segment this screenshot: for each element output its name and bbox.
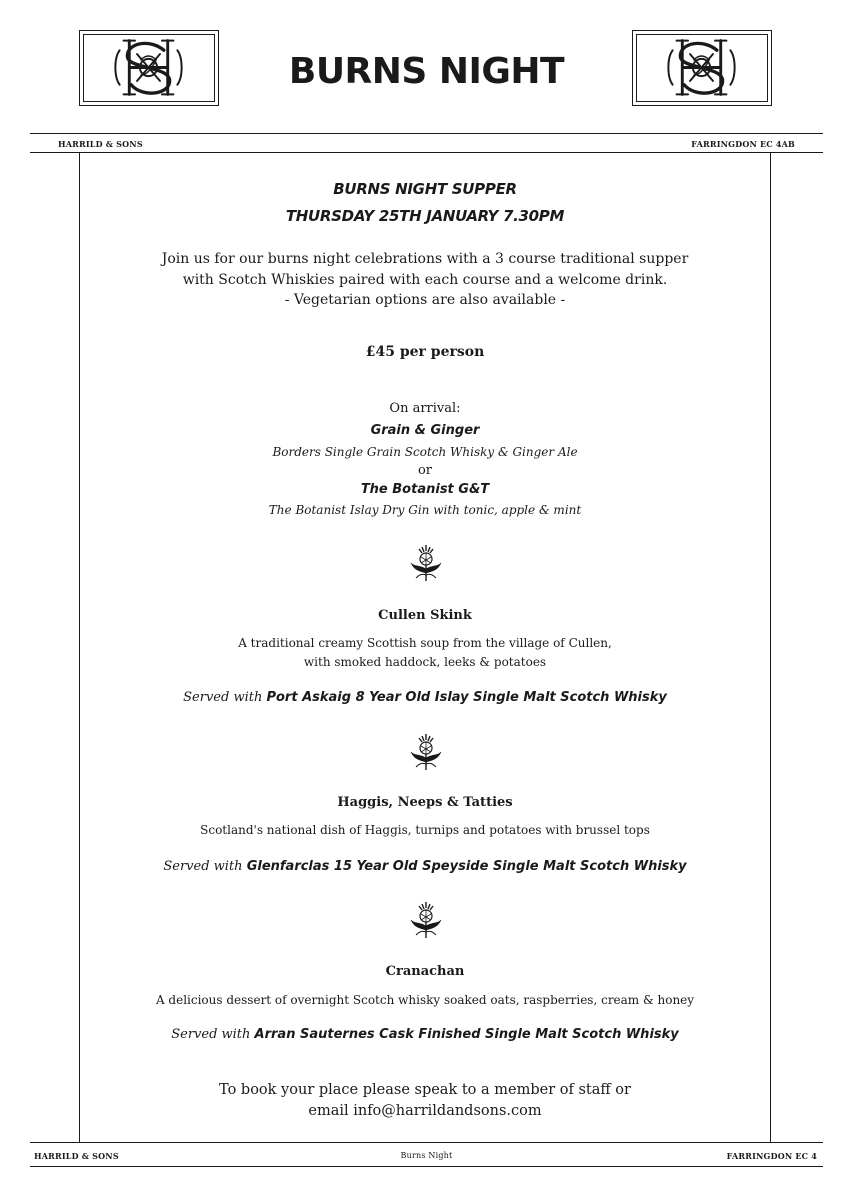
course-1-pairing: [81, 688, 769, 708]
header-right-label: FARRINGDON EC 4AB: [691, 139, 795, 149]
course-2-desc-1: Scotland's national dish of Haggis, turnips and potatoes with brussel tops: [200, 823, 650, 837]
course-2-whisky: Glenfarclas 15 Year Old Speyside Single Malt Scotch Whisky: [246, 859, 687, 874]
course-1-whisky: Port Askaig 8 Year Old Islay Single Malt Scotch Whisky: [266, 690, 667, 705]
border-right: [770, 152, 771, 1142]
arrival-drink-2-desc: The Botanist Islay Dry Gin with tonic, apple & mint: [268, 503, 582, 517]
footer-right-label: FARRINGDON EC 4: [726, 1151, 817, 1161]
footer-rule-bottom: [30, 1166, 823, 1167]
event-date: THURSDAY 25TH JANUARY 7.30PM: [285, 207, 565, 225]
footer-left-label: HARRILD & SONS: [34, 1151, 119, 1161]
booking-line-1: To book your place please speak to a member of staff or: [219, 1082, 631, 1098]
page-title: BURNS NIGHT: [288, 51, 565, 92]
course-2-name: Haggis, Neeps & Tatties: [337, 795, 513, 810]
served-with-label: Served with: [183, 690, 263, 705]
border-left: [79, 152, 80, 1142]
thistle-icon: [408, 732, 444, 772]
arrival-drink-1-desc: Borders Single Grain Scotch Whisky & Ginger Ale: [272, 445, 578, 459]
event-heading: BURNS NIGHT SUPPER: [333, 180, 517, 198]
header-rule-top: [30, 133, 823, 134]
arrival-drink-2-name: The Botanist G&T: [360, 482, 490, 497]
header-rule-bottom: [30, 152, 823, 153]
course-1-name: Cullen Skink: [378, 608, 472, 623]
booking-email[interactable]: email info@harrildandsons.com: [308, 1103, 542, 1119]
course-3-whisky: Arran Sauternes Cask Finished Single Malt Scotch Whisky: [254, 1027, 679, 1042]
intro-line-2: with Scotch Whiskies paired with each course and a welcome drink.: [182, 272, 668, 288]
course-1-desc-1: A traditional creamy Scottish soup from the village of Cullen,: [238, 636, 612, 650]
footer-rule-top: [30, 1142, 823, 1143]
served-with-label: Served with: [171, 1027, 251, 1042]
header-left-label: HARRILD & SONS: [58, 139, 143, 149]
arrival-label: On arrival:: [389, 401, 461, 416]
intro-line-1: Join us for our burns night celebrations with a 3 course traditional supper: [161, 251, 689, 267]
course-3-name: Cranachan: [385, 964, 465, 979]
intro-line-3: - Vegetarian options are also available -: [284, 292, 566, 308]
footer-center-label: Burns Night: [400, 1151, 453, 1160]
course-1-desc-2: with smoked haddock, leeks & potatoes: [303, 655, 547, 669]
arrival-or: or: [417, 463, 433, 478]
arrival-drink-1-name: Grain & Ginger: [370, 423, 480, 438]
course-3-pairing: [81, 1025, 769, 1045]
thistle-icon: [408, 543, 444, 583]
thistle-icon: [408, 900, 444, 940]
course-3-desc-1: A delicious dessert of overnight Scotch whisky soaked oats, raspberries, cream & honey: [155, 993, 695, 1007]
price: £45 per person: [365, 344, 485, 360]
course-2-pairing: [81, 857, 769, 877]
served-with-label: Served with: [163, 859, 243, 874]
